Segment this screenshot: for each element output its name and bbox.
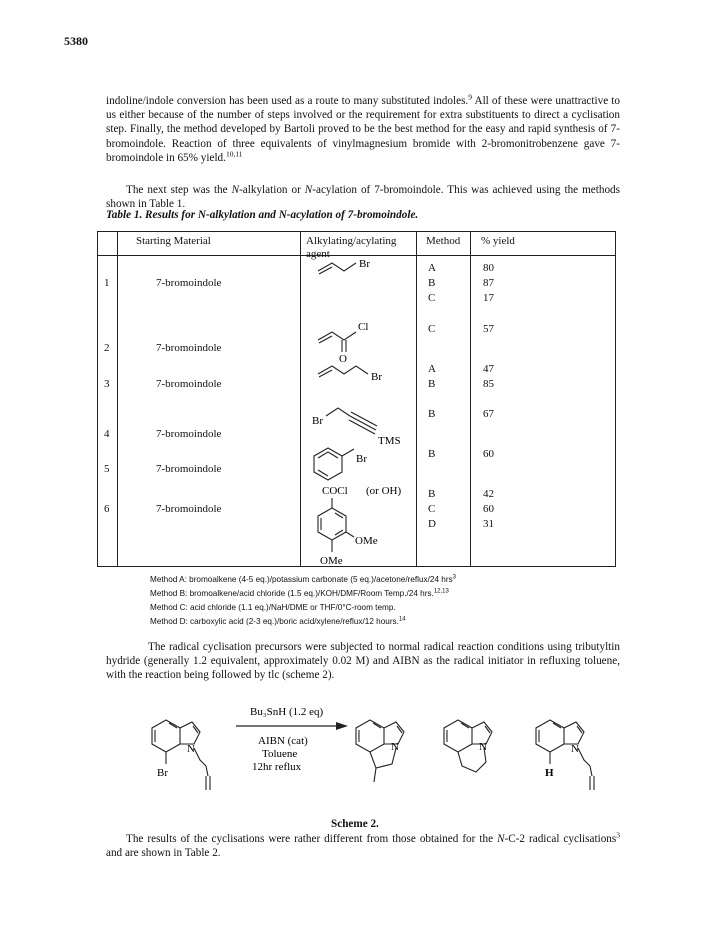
methoxy-label: OMe — [355, 535, 378, 547]
method-a-note: Method A: bromoalkene (4-5 eq.)/potassium carbonate (5 eq.)/acetone/reflux/24 hrs$^3$ — [150, 574, 456, 584]
reaction-arrow-head — [336, 722, 348, 730]
oxygen-label: O — [339, 353, 347, 364]
yield-value: 85 — [483, 378, 494, 390]
yield-value: 17 — [483, 292, 494, 304]
nitrogen-label: N — [391, 741, 399, 753]
row-number: 1 — [104, 277, 110, 289]
reagent-solvent: Toluene — [262, 748, 298, 760]
nitrogen-label: N — [479, 741, 487, 753]
row-number: 3 — [104, 378, 110, 390]
method-code: C — [428, 503, 436, 515]
bromine-label: Br — [359, 258, 370, 270]
acryloyl-chloride-structure — [304, 314, 414, 364]
yield-value: 42 — [483, 488, 494, 500]
starting-material: 7-bromoindole — [156, 503, 222, 515]
method-code: B — [428, 448, 436, 460]
yield-value: 80 — [483, 262, 494, 274]
header-yield: % yield — [481, 235, 515, 247]
header-agent: Alkylating/acylating agent — [306, 235, 397, 260]
bromine-label: Br — [157, 767, 168, 779]
yield-value: 60 — [483, 448, 494, 460]
method-footnotes — [150, 573, 456, 629]
starting-material: 7-bromoindole — [156, 428, 222, 440]
method-c-note: Method C: acid chloride (1.1 eq.)/NaH/DME or THF/0°C-room temp. — [150, 603, 396, 612]
header-method: Method — [426, 235, 461, 247]
starting-material: 7-bromoindole — [156, 277, 222, 289]
methoxy-label: OMe — [320, 555, 343, 566]
hydrogen-label: H — [545, 767, 554, 779]
scheme-2-diagram — [140, 702, 640, 814]
paragraph-intro: indoline/indole conversion has been used as a route to many substituted indoles.$^9$ All of these were unattractive to us either because of the number of steps involved or the requirement for extra substituents to direct a cyclisation step. Finally, the method developed by Bartoli proved to be the best method for the easy and rapid synthesis of 7-bromoindole. Reaction of three equivalents of vinylmagnesium bromide with 2-bromonitrobenzene gave 7-bromoindole in 65% yield.$^{10,11}$ — [106, 92, 620, 164]
paragraph-alkylation: The next step was the N-alkylation or N-acylation of 7-bromoindole. This was achieved using the methods shown in Table 1. — [106, 184, 621, 211]
yield-value: 57 — [483, 323, 494, 335]
nitrogen-label: N — [187, 743, 195, 755]
reagent-tin-hydride: Bu₃SnH (1.2 eq) — [250, 706, 324, 718]
butenyl-bromide-structure — [304, 360, 414, 390]
results-table — [97, 231, 616, 567]
product-reduced-indole-structure — [536, 720, 594, 790]
method-b-note: Method B: bromoalkene/acid chloride (1.5 eq.)/KOH/DMF/Room Temp./24 hrs.$^{12,13}$ — [150, 588, 449, 598]
method-code: B — [428, 378, 436, 390]
reagent-aibn: AIBN (cat) — [258, 735, 308, 747]
method-code: B — [428, 408, 436, 420]
row-number: 4 — [104, 428, 110, 440]
page-number: 5380 — [64, 34, 88, 48]
starting-material: 7-bromoindole — [156, 342, 222, 354]
yield-value: 87 — [483, 277, 494, 289]
paragraph-results: The results of the cyclisations were rather different from those obtained for the N-C-2 radical cyclisations$^3$ and are shown in Table 2. — [106, 830, 620, 860]
method-code: B — [428, 277, 436, 289]
starting-material: 7-bromoindole — [156, 378, 222, 390]
chlorine-label: Cl — [358, 321, 369, 333]
nitrogen-label: N — [571, 743, 579, 755]
allyl-bromide-structure — [304, 257, 414, 287]
benzyl-bromide-structure — [304, 440, 414, 485]
yield-value: 47 — [483, 363, 494, 375]
acid-alternative-label: (or OH) — [366, 485, 402, 497]
yield-value: 67 — [483, 408, 494, 420]
paragraph-radical-conditions: The radical cyclisation precursors were subjected to normal radical reaction conditions using tributyltin hydride (generally 1.2 equivalent, approximately 0.02 M) and AIBN as the radical initiator in refluxing toluene, with the reaction being followed by tlc (scheme 2). — [106, 641, 620, 682]
row-number: 6 — [104, 503, 110, 515]
method-code: A — [428, 363, 436, 375]
starting-material-structure — [152, 720, 210, 790]
table-caption: Table 1. Results for N-alkylation and N-acylation of 7-bromoindole. — [106, 209, 419, 221]
bromine-label: Br — [371, 371, 382, 383]
col-divider — [117, 232, 118, 566]
method-d-note: Method D: carboxylic acid (2-3 eq.)/boric acid/xylene/reflux/12 hours.$^{14}$ — [150, 616, 406, 626]
col-divider — [470, 232, 471, 566]
reagent-time: 12hr reflux — [252, 761, 302, 773]
tms-label: TMS — [378, 435, 401, 447]
yield-value: 31 — [483, 518, 494, 530]
col-divider — [300, 232, 301, 566]
header-starting-material: Starting Material — [136, 235, 211, 247]
yield-value: 60 — [483, 503, 494, 515]
bromine-label: Br — [356, 453, 367, 465]
method-code: D — [428, 518, 436, 530]
scheme-caption: Scheme 2. — [331, 818, 379, 830]
bromine-label: Br — [312, 415, 323, 427]
row-number: 2 — [104, 342, 110, 354]
acid-chloride-label: COCl — [322, 485, 348, 497]
method-code: C — [428, 292, 436, 304]
col-divider — [416, 232, 417, 566]
anisoyl-chloride-structure — [304, 482, 416, 566]
method-code: C — [428, 323, 436, 335]
method-code: A — [428, 262, 436, 274]
row-number: 5 — [104, 463, 110, 475]
method-code: B — [428, 488, 436, 500]
starting-material: 7-bromoindole — [156, 463, 222, 475]
